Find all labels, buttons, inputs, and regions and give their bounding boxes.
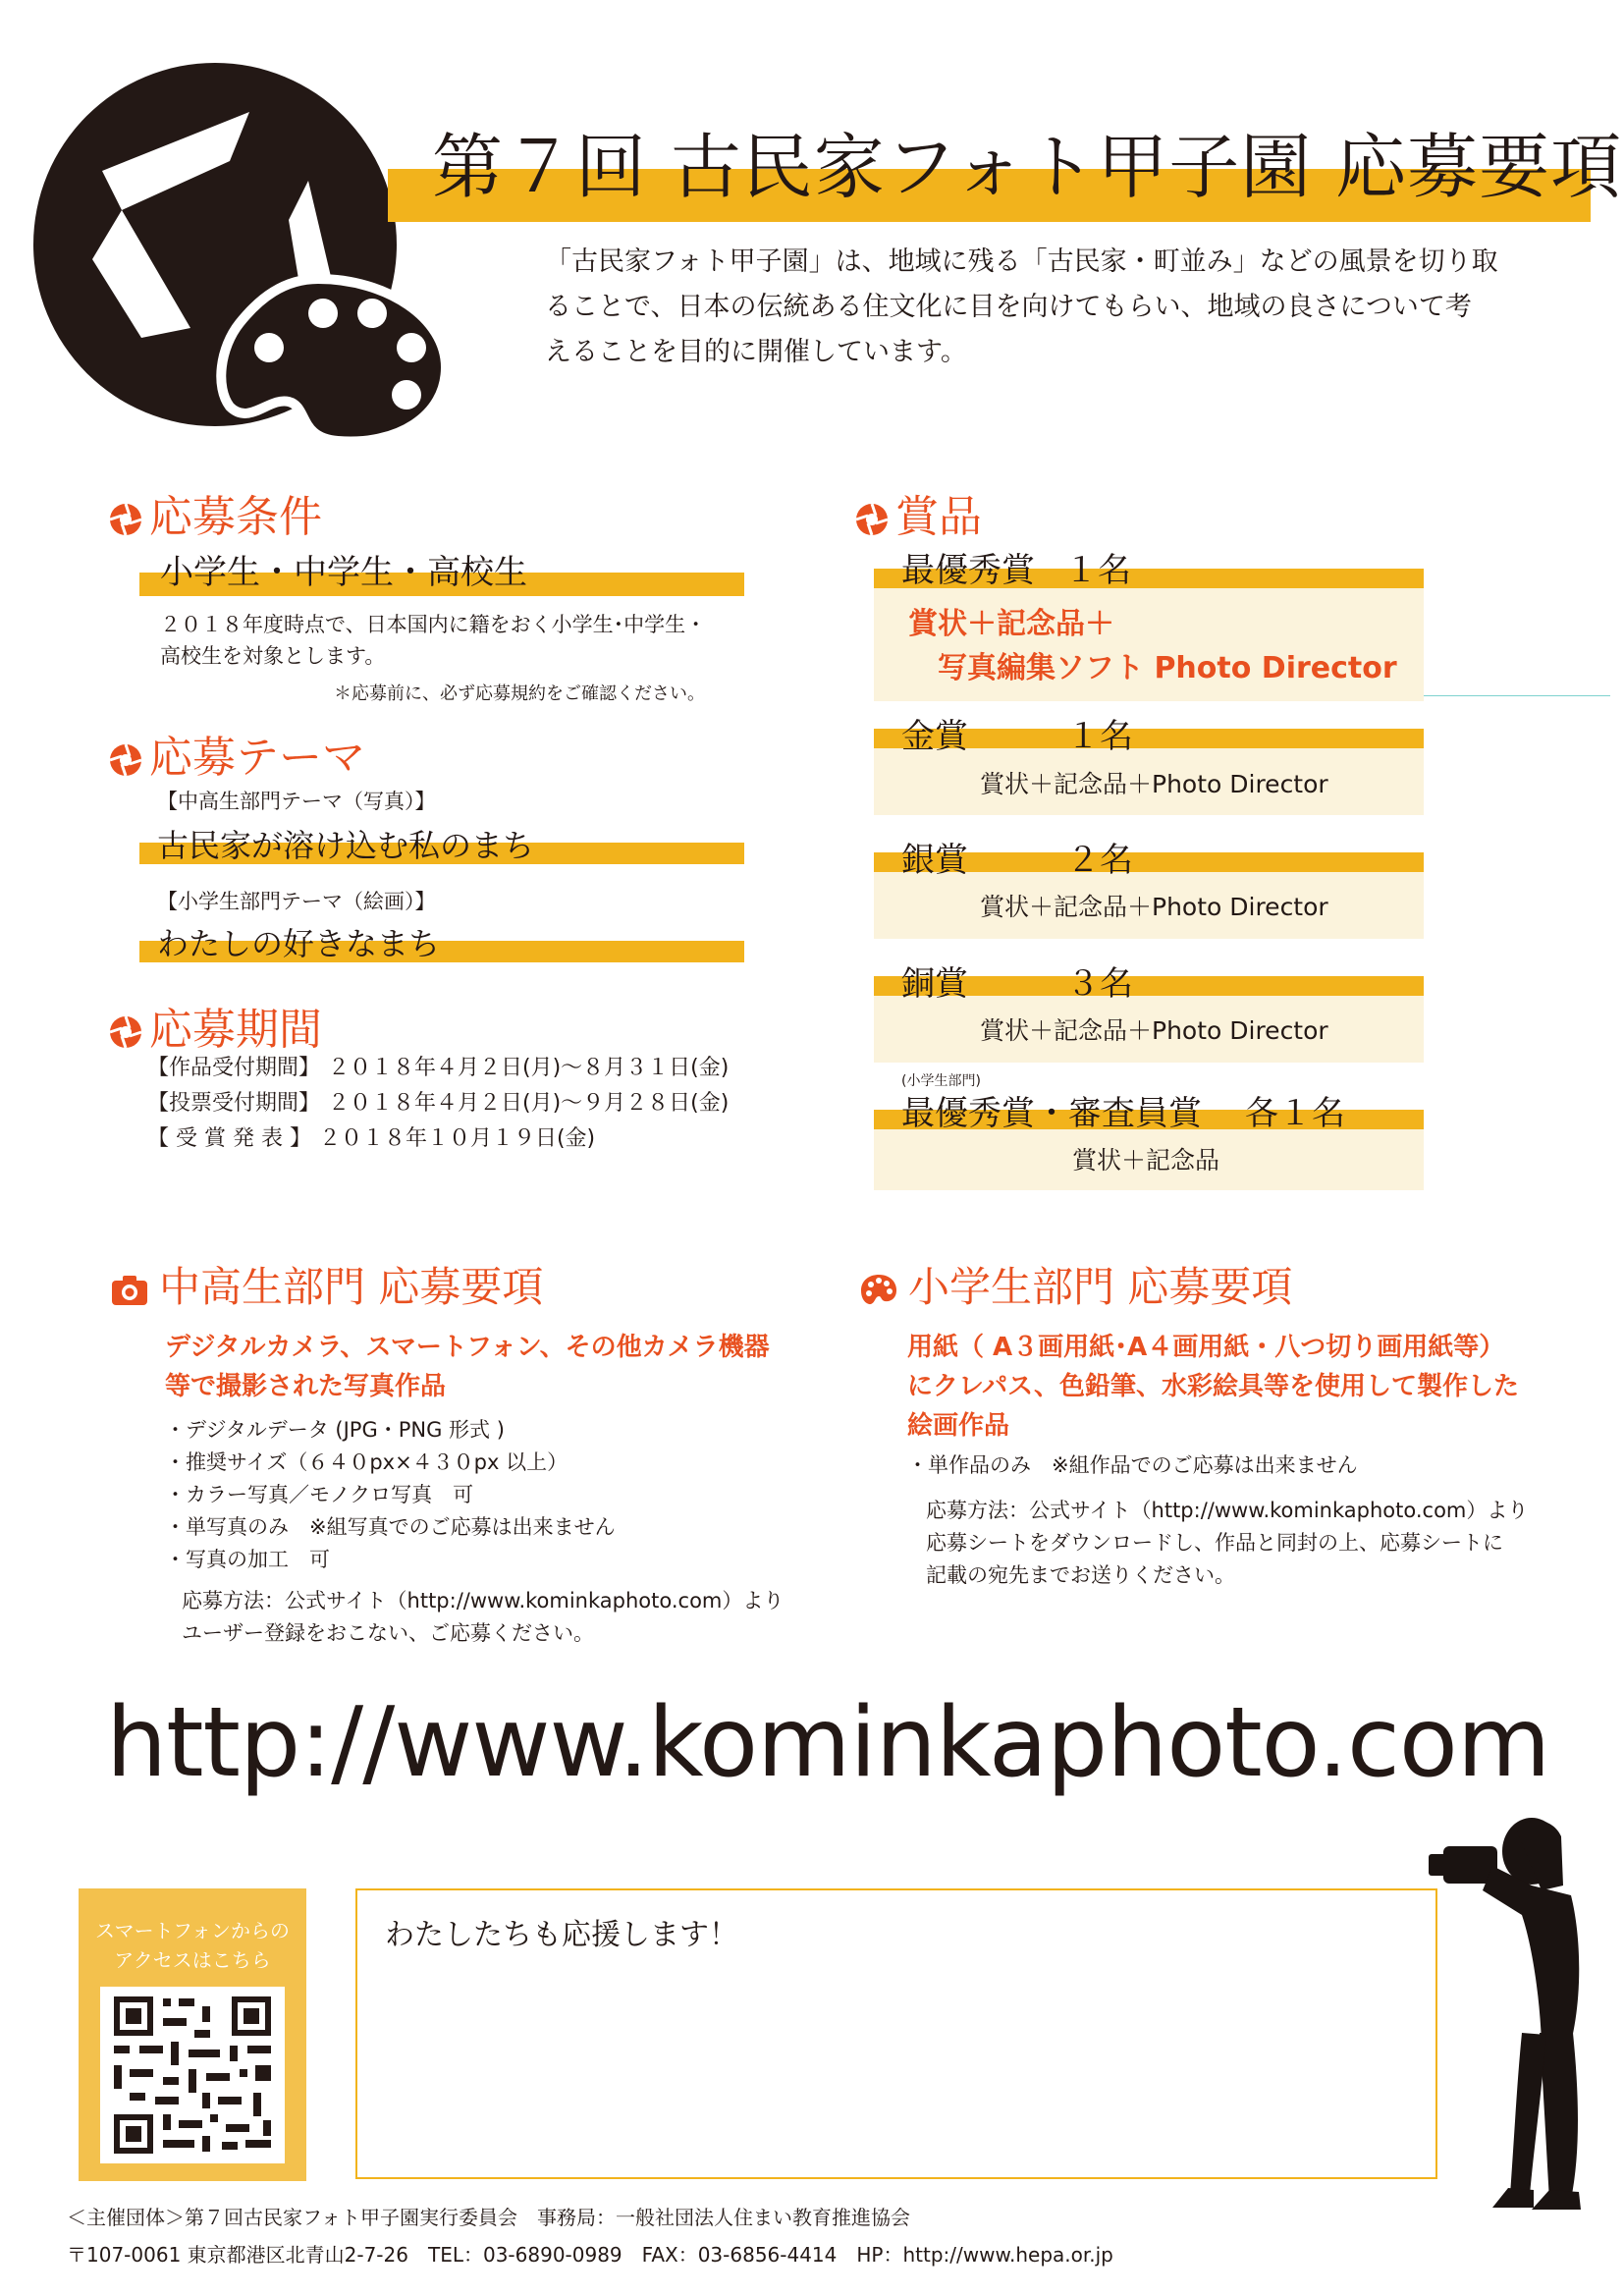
prize-grand-reward1: 賞状＋記念品＋: [908, 607, 1114, 641]
prize-elementary: 最優秀賞・審査員賞 各１名: [901, 1094, 1345, 1133]
elem-theme-label: 【小学生部門テーマ（絵画）】: [157, 890, 436, 913]
period-list: [147, 1051, 729, 1157]
period-row: 【 受 賞 発 表 】 ２０１８年１０月１９日(金): [147, 1126, 596, 1151]
high-section-lead: デジタルカメラ、スマートフォン、その他カメラ機器 等で撮影された写真作品: [165, 1333, 770, 1401]
logo-mark: [24, 53, 475, 446]
prize-elem-reward: 賞状＋記念品: [1072, 1146, 1220, 1175]
high-section-method: 応募方法：公式サイト（http://www.kominkaphoto.com）より ユーザー登録をおこない、ご応募ください。: [182, 1589, 785, 1645]
conditions-target: 小学生・中学生・高校生: [160, 553, 527, 592]
guide-line: [1424, 695, 1610, 696]
elem-section-method: 応募方法：公式サイト（http://www.kominkaphoto.com）より 応募シートをダウンロードし、作品と同封の上、応募シートに 記載の宛先までお送りください。: [926, 1499, 1529, 1587]
list-item: ・単作品のみ ※組作品でのご応募は出来ません: [907, 1453, 1358, 1477]
prize-gold-reward: 賞状＋記念品＋Photo Director: [980, 770, 1328, 798]
list-item: ・単写真のみ ※組写真でのご応募は出来ません: [165, 1515, 616, 1539]
aperture-icon: [108, 1014, 143, 1050]
footer-organizer: ＜主催団体＞第７回古民家フォト甲子園実行委員会 事務局：一般社団法人住まい教育推進協会: [67, 2206, 910, 2229]
list-item: ・推奨サイズ（６４０px×４３０px 以上）: [165, 1450, 568, 1474]
period-row: 【投票受付期間】 ２０１８年４月２日(月)～９月２８日(金): [147, 1091, 730, 1116]
prize-elem-small: (小学生部門): [901, 1073, 981, 1089]
prize-bronze: 銅賞 ３名: [901, 964, 1133, 1004]
conditions-desc: ２０１８年度時点で、日本国内に籍をおく小学生･中学生・ 高校生を対象とします。: [160, 613, 707, 668]
list-item: ・デジタルデータ (JPG・PNG 形式 ): [165, 1418, 505, 1442]
prizes-heading: 賞品: [854, 481, 982, 544]
elem-theme: わたしの好きなまち: [157, 925, 441, 962]
elem-section-heading: 小学生部門 応募要項: [859, 1255, 1292, 1314]
conditions-heading: 応募条件: [108, 481, 322, 544]
period-row: 【作品受付期間】 ２０１８年４月２日(月)～８月３１日(金): [147, 1056, 730, 1080]
palette-icon: [859, 1273, 898, 1308]
list-item: ・写真の加工 可: [165, 1548, 330, 1571]
intro-text: 「古民家フォト甲子園」は、地域に残る「古民家・町並み」などの風景を切り取 ることで、日本の伝統ある住文化に目を向けてもらい、地域の良さについて考 えることを目的に開催しています。: [545, 246, 1498, 367]
aperture-icon: [108, 742, 143, 778]
aperture-icon: [854, 502, 890, 537]
list-item: ・カラー写真／モノクロ写真 可: [165, 1483, 474, 1506]
qr-code[interactable]: [100, 1987, 285, 2163]
page-title: 第７回 古民家フォト甲子園 応募要項: [432, 126, 1623, 208]
prize-silver-reward: 賞状＋記念品＋Photo Director: [980, 893, 1328, 921]
elem-section-lead: 用紙（ A３画用紙･A４画用紙・八つ切り画用紙等） にクレパス、色鉛筆、水彩絵具等を使用して製作した 絵画作品: [907, 1333, 1519, 1441]
period-heading: 応募期間: [108, 994, 322, 1057]
qr-panel: [79, 1888, 306, 2181]
theme-heading: 応募テーマ: [108, 722, 365, 785]
conditions-note: ＊応募前に、必ず応募規約をご確認ください。: [334, 683, 705, 704]
prize-grand: 最優秀賞 １名: [901, 551, 1131, 590]
elem-section-bullets: [907, 1449, 1358, 1482]
site-url[interactable]: http://www.kominkaphoto.com: [106, 1687, 1550, 1799]
camera-icon: [110, 1274, 149, 1307]
high-theme: 古民家が溶け込む私のまち: [157, 827, 535, 864]
aperture-icon: [108, 502, 143, 537]
high-section-heading: 中高生部門 応募要項: [110, 1255, 543, 1314]
prize-bronze-reward: 賞状＋記念品＋Photo Director: [980, 1016, 1328, 1045]
prize-grand-reward2: 写真編集ソフト Photo Director: [938, 651, 1397, 685]
prize-gold: 金賞 １名: [901, 717, 1133, 756]
photographer-silhouette: [1424, 1797, 1600, 2219]
qr-caption: スマートフォンからの アクセスはこちら: [95, 1919, 290, 1972]
prize-silver: 銀賞 ２名: [901, 841, 1133, 880]
support-box: [355, 1888, 1437, 2179]
high-theme-label: 【中高生部門テーマ（写真）】: [157, 790, 436, 813]
support-text: わたしたちも応援します！: [385, 1918, 738, 1952]
footer-contact: 〒107-0061 東京都港区北青山2-7-26 TEL：03-6890-0989 FAX：03-6856-4414 HP：http://www.hepa.or.jp: [67, 2243, 1113, 2267]
high-section-bullets: [165, 1414, 616, 1576]
